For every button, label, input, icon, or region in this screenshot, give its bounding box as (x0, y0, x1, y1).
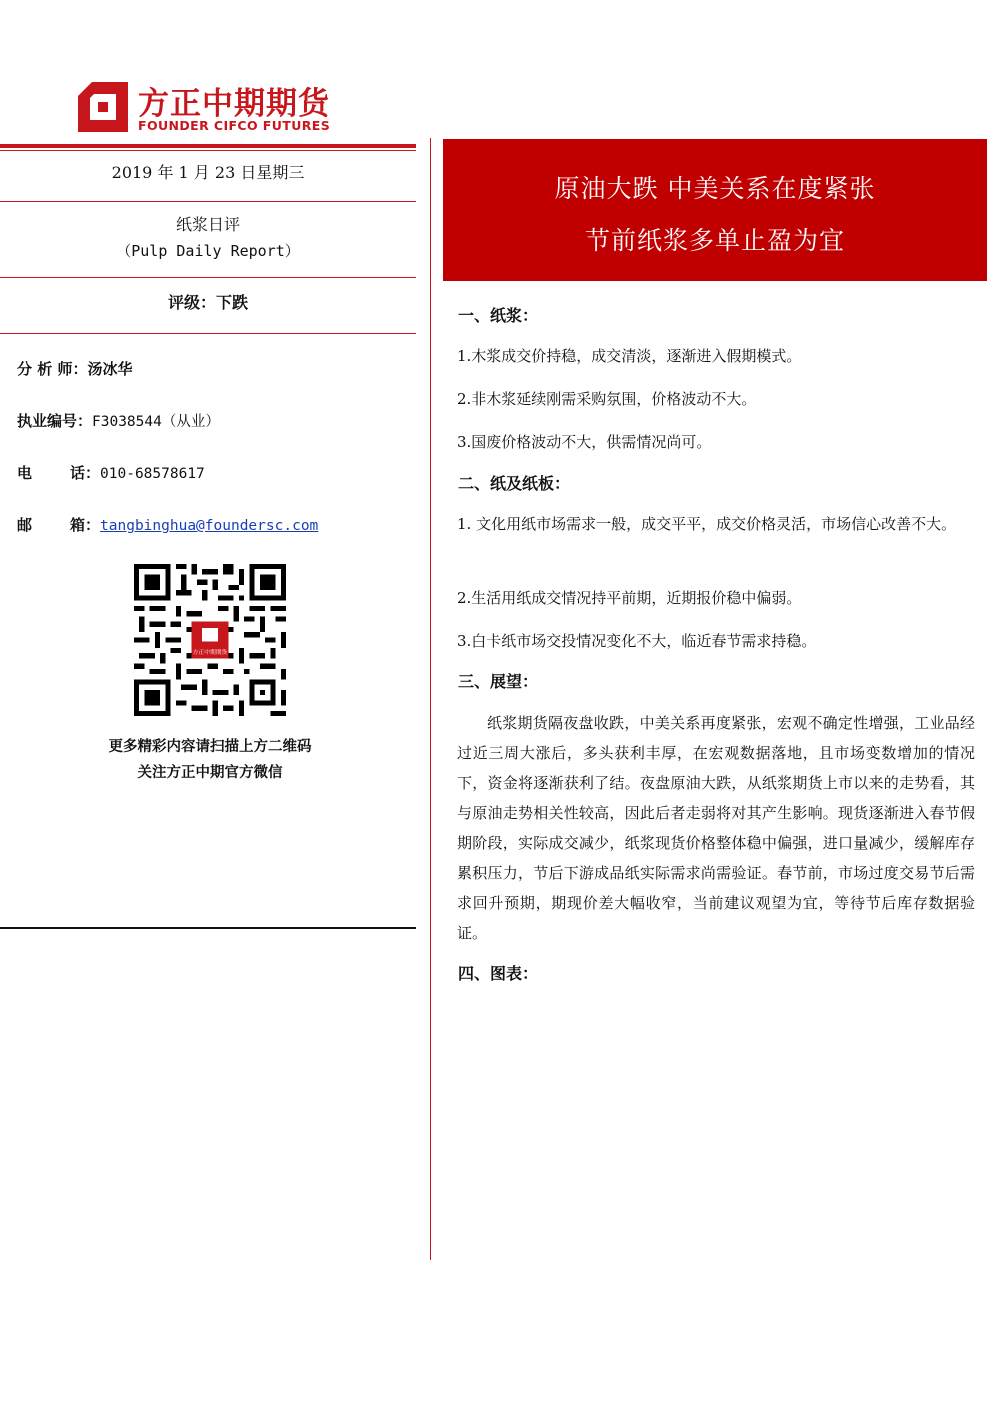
analyst-label: 分 析 师： (17, 360, 88, 378)
phone-row (17, 462, 205, 483)
headline-banner (443, 139, 987, 281)
brand-name-cn: 方正中期期货 (138, 86, 330, 122)
qr-center-label: 方正中期期货 (192, 650, 228, 657)
email-label-b: 箱： (70, 516, 101, 534)
headline-line1: 原油大跌 中美关系在度紧张 (554, 174, 876, 203)
section-title-pulp: 一、纸浆： (458, 306, 539, 325)
license-number: F3038544（从业） (92, 414, 220, 430)
founder-logo-icon (78, 82, 128, 132)
paper-item: 3.白卡纸市场交投情况变化不大，临近春节需求持稳。 (457, 632, 817, 650)
report-subtitle: （Pulp Daily Report） (116, 242, 300, 260)
pulp-item: 2.非木浆延续刚需采购氛围，价格波动不大。 (457, 390, 757, 408)
email-row (17, 514, 318, 535)
header-rule-thin (0, 150, 416, 151)
column-divider (430, 138, 431, 1260)
qr-code-icon[interactable] (134, 564, 286, 716)
divider (0, 201, 416, 202)
pulp-item: 1.木浆成交价持稳，成交清淡，逐渐进入假期模式。 (457, 347, 802, 365)
email-label-a: 邮 (17, 516, 33, 534)
paper-item: 1. 文化用纸市场需求一般，成交平平，成交价格灵活，市场信心改善不大。 (457, 515, 957, 533)
analyst-name: 汤冰华 (87, 360, 133, 378)
section-title-charts: 四、图表： (458, 964, 539, 983)
divider (0, 277, 416, 278)
headline-line2: 节前纸浆多单止盈为宜 (584, 226, 845, 255)
section-title-outlook: 三、展望： (458, 672, 539, 691)
qr-caption-line2: 关注方正中期官方微信 (137, 765, 283, 781)
report-date: 2019 年 1 月 23 日星期三 (111, 163, 305, 182)
report-title: 纸浆日评 (175, 215, 240, 234)
section-title-paper: 二、纸及纸板： (458, 474, 571, 493)
paper-item: 2.生活用纸成交情况持平前期，近期报价稳中偏弱。 (457, 589, 802, 607)
left-bottom-rule (0, 927, 416, 929)
phone-label-a: 电 (17, 464, 33, 482)
license-label: 执业编号： (17, 412, 93, 430)
phone-number: 010-68578617 (100, 466, 205, 482)
brand-logo (78, 80, 368, 136)
divider (0, 333, 416, 334)
brand-name-en: FOUNDER CIFCO FUTURES (138, 118, 331, 133)
email-link[interactable]: tangbinghua@foundersc.com (100, 518, 319, 534)
rating: 评级：下跌 (167, 293, 248, 312)
qr-caption-line1: 更多精彩内容请扫描上方二维码 (108, 739, 312, 755)
analyst-row (17, 358, 132, 379)
pulp-item: 3.国废价格波动不大，供需情况尚可。 (457, 433, 712, 451)
phone-label-b: 话： (70, 464, 101, 482)
header-rule-thick (0, 144, 416, 148)
outlook-paragraph: 纸浆期货隔夜盘收跌，中美关系再度紧张，宏观不确定性增强，工业品经过近三周大涨后，多头获利丰厚，在宏观数据落地，且市场变数增加的情况下，资金将逐渐获利了结。夜盘原油大跌，从纸浆期货上市以来的走势看，其与原油走势相关性较高，因此后者走弱将对其产生影响。现货逐渐进入春节假期阶段，实际成交减少，纸浆现货价格整体稳中偏强，进口量减少，缓解库存累积压力，节后下游成品纸实际需求尚需验证。春节前，市场过度交易节后需求回升预期，期现价差大幅收窄，当前建议观望为宜，等待节后库存数据验证。 (457, 714, 975, 942)
license-row (17, 410, 220, 431)
